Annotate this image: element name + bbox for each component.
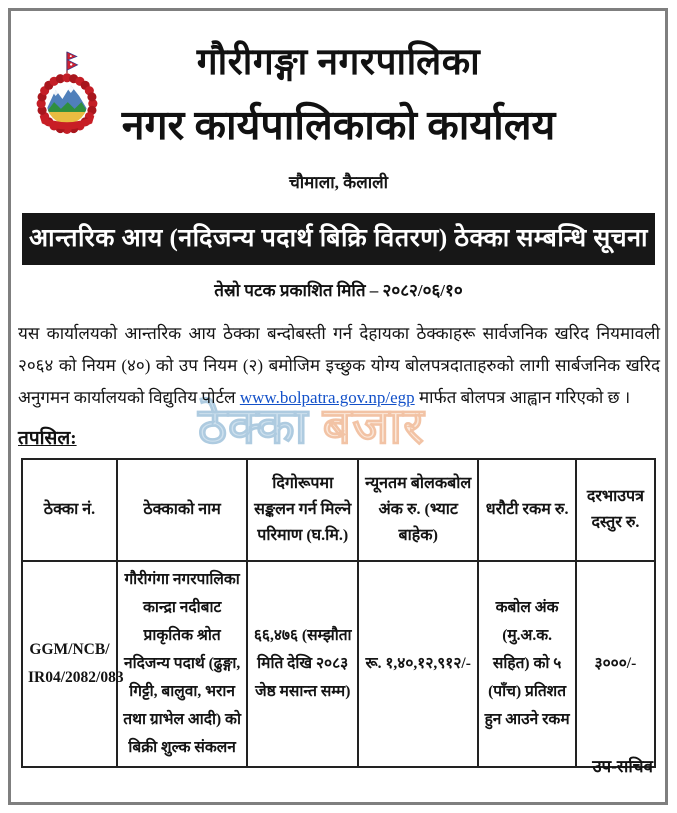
cell-fee: ३०००/- <box>576 561 655 767</box>
header-deposit: धरौटी रकम रु. <box>478 459 575 561</box>
cell-tender-name: गौरीगंगा नगरपालिका कान्द्रा नदीबाट प्राकृतिक श्रोत नदिजन्य पदार्थ (ढुङ्गा, गिट्टी, बालुवा, भरान तथा ग्राभेल आदी) को बिक्री शुल्क संकलन <box>117 561 247 767</box>
notice-banner: आन्तरिक आय (नदिजन्य पदार्थ बिक्रि वितरण) ठेक्का सम्बन्धि सूचना <box>22 213 655 265</box>
emblem-svg <box>29 48 105 144</box>
tender-table <box>21 458 656 768</box>
body-text-before-link: यस कार्यालयको आन्तरिक आय ठेक्का बन्दोबस्ती गर्न देहायका ठेक्काहरू सार्वजनिक खरिद नियमावली २०६४ को नियम (४०) को उप नियम (२) बमोजिम इच्छुक योग्य बोलपत्रदाताहरुको लागी सार्बजनिक खरिद अनुगमन कार्यालयको विद्युतिय पोर्टल <box>18 324 660 407</box>
header-fee: दरभाउपत्र दस्तुर रु. <box>576 459 655 561</box>
header-min-bid: न्यूनतम बोलकबोल अंक रु. (भ्याट बाहेक) <box>358 459 478 561</box>
header-tender-name: ठेक्काको नाम <box>117 459 247 561</box>
signature-designation: उप-सचिव <box>592 757 653 776</box>
notice-body-paragraph <box>18 318 660 414</box>
cell-deposit: कबोल अंक (मु.अ.क. सहित) को ५ (पाँच) प्रतिशत हुन आउने रकम <box>478 561 575 767</box>
table-row <box>22 561 655 767</box>
office-title: नगर कार्यपालिकाको कार्यालय <box>121 102 556 148</box>
nepal-government-emblem-logo <box>29 48 105 144</box>
watermark-word-1: ठेक्का <box>198 398 309 454</box>
table-header-row <box>22 459 655 561</box>
header-tender-no: ठेक्का नं. <box>22 459 117 561</box>
bolpatra-portal-link[interactable]: www.bolpatra.gov.np/egp <box>239 388 415 407</box>
tapasil-label: तपसिल: <box>18 428 77 449</box>
published-date-line: तेस्रो पटक प्रकाशित मिति – २०८२/०६/१० <box>214 281 463 300</box>
watermark-word-2: बजार <box>322 398 425 454</box>
cell-min-bid: रू. १,४०,१२,९१२/- <box>358 561 478 767</box>
address-line: चौमाला, कैलाली <box>288 173 389 192</box>
body-text-after-link: मार्फत बोलपत्र आह्वान गरिएको छ । <box>414 388 631 407</box>
header-quantity: दिगोरूपमा सङ्कलन गर्न मिल्ने परिमाण (घ.मि.) <box>247 459 358 561</box>
cell-quantity: ६६,४७६ (सम्झौता मिति देखि २०८३ जेष्ठ मसान्त सम्म) <box>247 561 358 767</box>
municipality-title: गौरीगङ्गा नगरपालिका <box>196 42 481 83</box>
cell-tender-no: GGM/NCB/ IR04/2082/083 <box>22 561 117 767</box>
